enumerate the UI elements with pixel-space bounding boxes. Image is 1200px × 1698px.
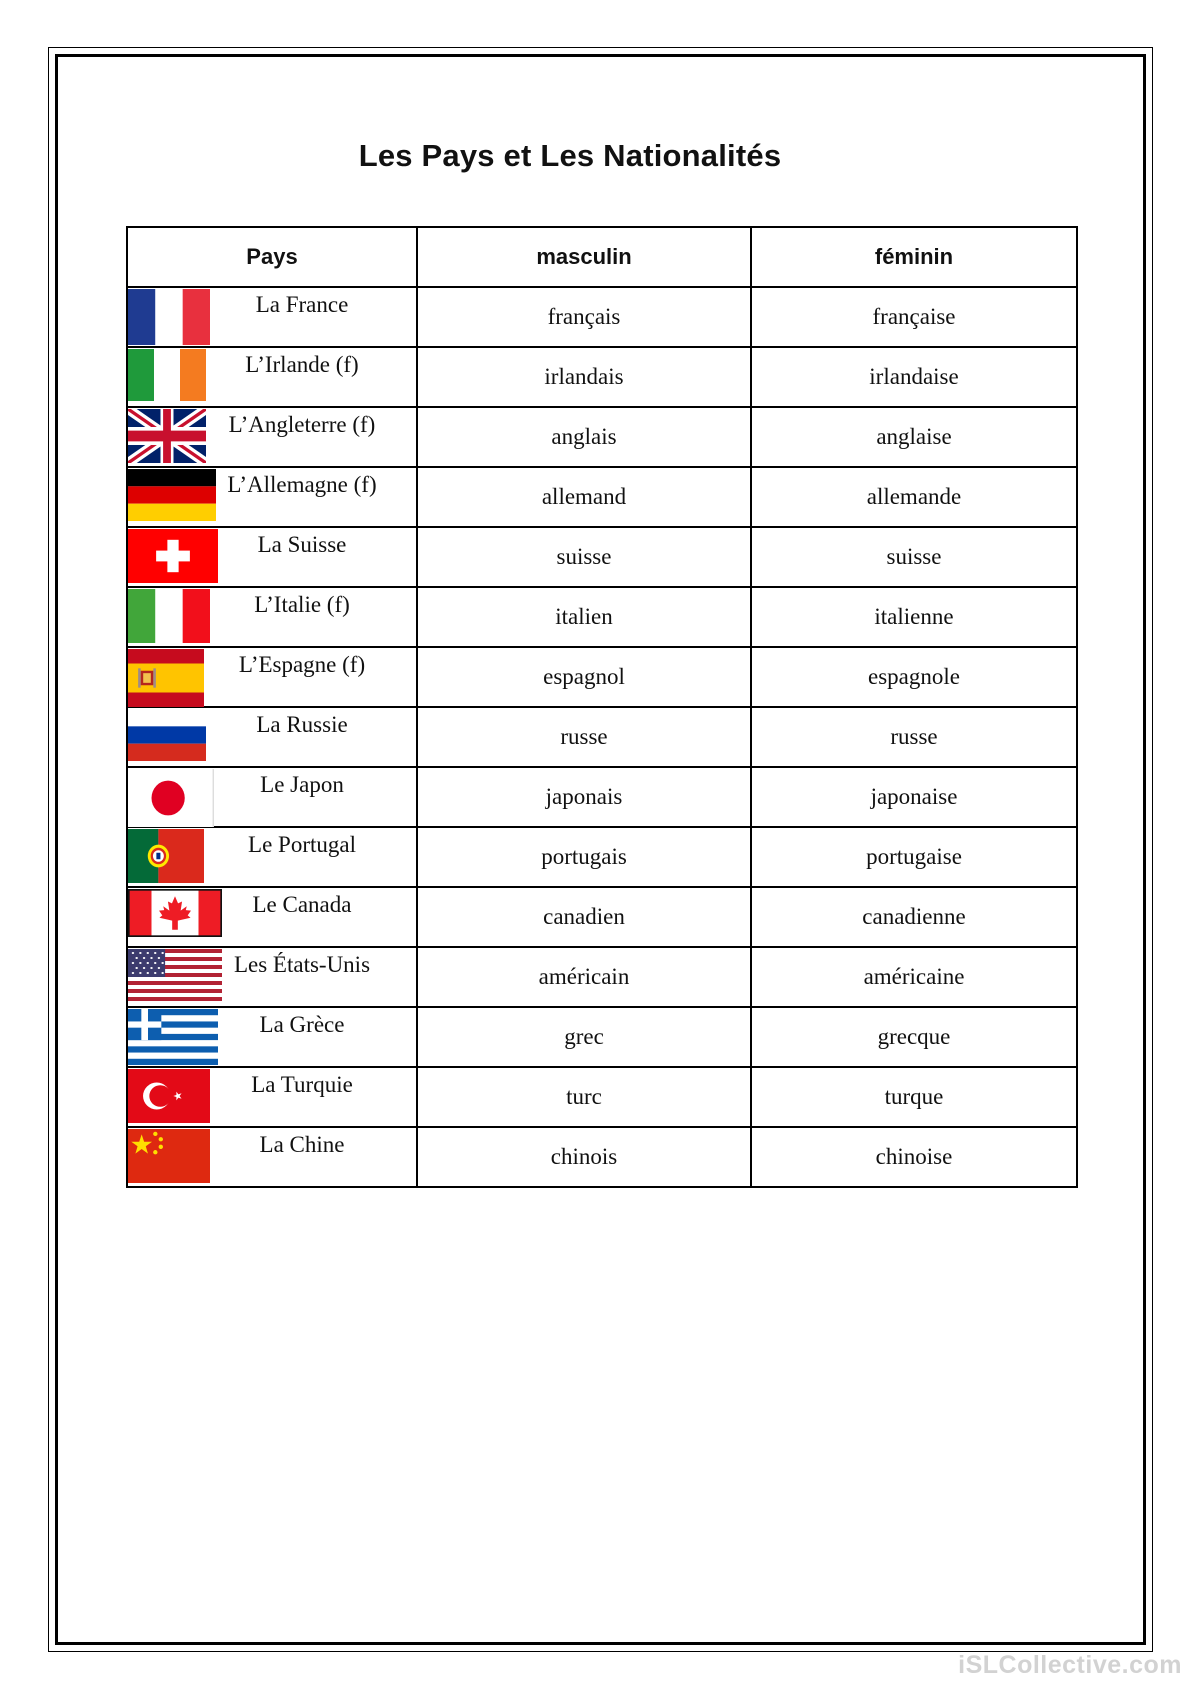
country-name: L’Espagne (f) [238, 652, 366, 677]
table-row [127, 1007, 1077, 1067]
country-cell [127, 827, 417, 887]
country-name: La Suisse [257, 532, 347, 557]
feminine-cell: russe [751, 707, 1077, 767]
country-cell [127, 407, 417, 467]
feminine-cell: anglaise [751, 407, 1077, 467]
masculine-cell: américain [417, 947, 751, 1007]
country-name: La Chine [259, 1132, 345, 1157]
feminine-cell: française [751, 287, 1077, 347]
country-name: La Grèce [259, 1012, 345, 1037]
country-cell [127, 1127, 417, 1187]
table-row [127, 527, 1077, 587]
feminine-cell: turque [751, 1067, 1077, 1127]
nationalities-table [126, 226, 1078, 1188]
country-name: L’Italie (f) [254, 592, 350, 617]
watermark: iSLCollective.com [958, 1651, 1182, 1679]
masculine-cell: canadien [417, 887, 751, 947]
feminine-cell: portugaise [751, 827, 1077, 887]
feminine-cell: chinoise [751, 1127, 1077, 1187]
masculine-cell: turc [417, 1067, 751, 1127]
table-row [127, 1127, 1077, 1187]
masculine-cell: italien [417, 587, 751, 647]
table-header-row [127, 227, 1077, 287]
country-name: L’Irlande (f) [245, 352, 359, 377]
table-row [127, 707, 1077, 767]
country-cell [127, 647, 417, 707]
country-name: Le Canada [252, 892, 352, 917]
page-title: Les Pays et Les Nationalités [358, 138, 782, 173]
country-cell [127, 467, 417, 527]
feminine-cell: canadienne [751, 887, 1077, 947]
country-cell [127, 707, 417, 767]
country-cell [127, 527, 417, 587]
table-row [127, 587, 1077, 647]
table-row [127, 827, 1077, 887]
table-row [127, 767, 1077, 827]
masculine-cell: chinois [417, 1127, 751, 1187]
feminine-cell: italienne [751, 587, 1077, 647]
table-row [127, 947, 1077, 1007]
table-row [127, 347, 1077, 407]
masculine-cell: espagnol [417, 647, 751, 707]
country-name: La Turquie [251, 1072, 353, 1097]
masculine-cell: portugais [417, 827, 751, 887]
header-feminine: féminin [751, 227, 1077, 287]
masculine-cell: allemand [417, 467, 751, 527]
table-row [127, 287, 1077, 347]
table-row [127, 407, 1077, 467]
country-name: L’Angleterre (f) [228, 412, 376, 437]
feminine-cell: japonaise [751, 767, 1077, 827]
country-cell [127, 767, 417, 827]
masculine-cell: japonais [417, 767, 751, 827]
table-row [127, 647, 1077, 707]
feminine-cell: allemande [751, 467, 1077, 527]
table-row [127, 467, 1077, 527]
country-name: L’Allemagne (f) [227, 472, 377, 497]
feminine-cell: grecque [751, 1007, 1077, 1067]
country-cell [127, 1067, 417, 1127]
country-name: Le Portugal [248, 832, 356, 857]
table-row [127, 887, 1077, 947]
masculine-cell: anglais [417, 407, 751, 467]
masculine-cell: grec [417, 1007, 751, 1067]
masculine-cell: suisse [417, 527, 751, 587]
feminine-cell: irlandaise [751, 347, 1077, 407]
feminine-cell: suisse [751, 527, 1077, 587]
masculine-cell: russe [417, 707, 751, 767]
feminine-cell: américaine [751, 947, 1077, 1007]
country-name: La France [255, 292, 349, 317]
country-cell [127, 587, 417, 647]
country-cell [127, 887, 417, 947]
country-cell [127, 347, 417, 407]
masculine-cell: irlandais [417, 347, 751, 407]
country-name: La Russie [256, 712, 348, 737]
country-cell [127, 947, 417, 1007]
country-name: Les États-Unis [233, 952, 371, 977]
header-country: Pays [127, 227, 417, 287]
table-row [127, 1067, 1077, 1127]
country-name: Le Japon [260, 772, 344, 797]
masculine-cell: français [417, 287, 751, 347]
header-masculine: masculin [417, 227, 751, 287]
feminine-cell: espagnole [751, 647, 1077, 707]
country-cell [127, 1007, 417, 1067]
country-cell [127, 287, 417, 347]
